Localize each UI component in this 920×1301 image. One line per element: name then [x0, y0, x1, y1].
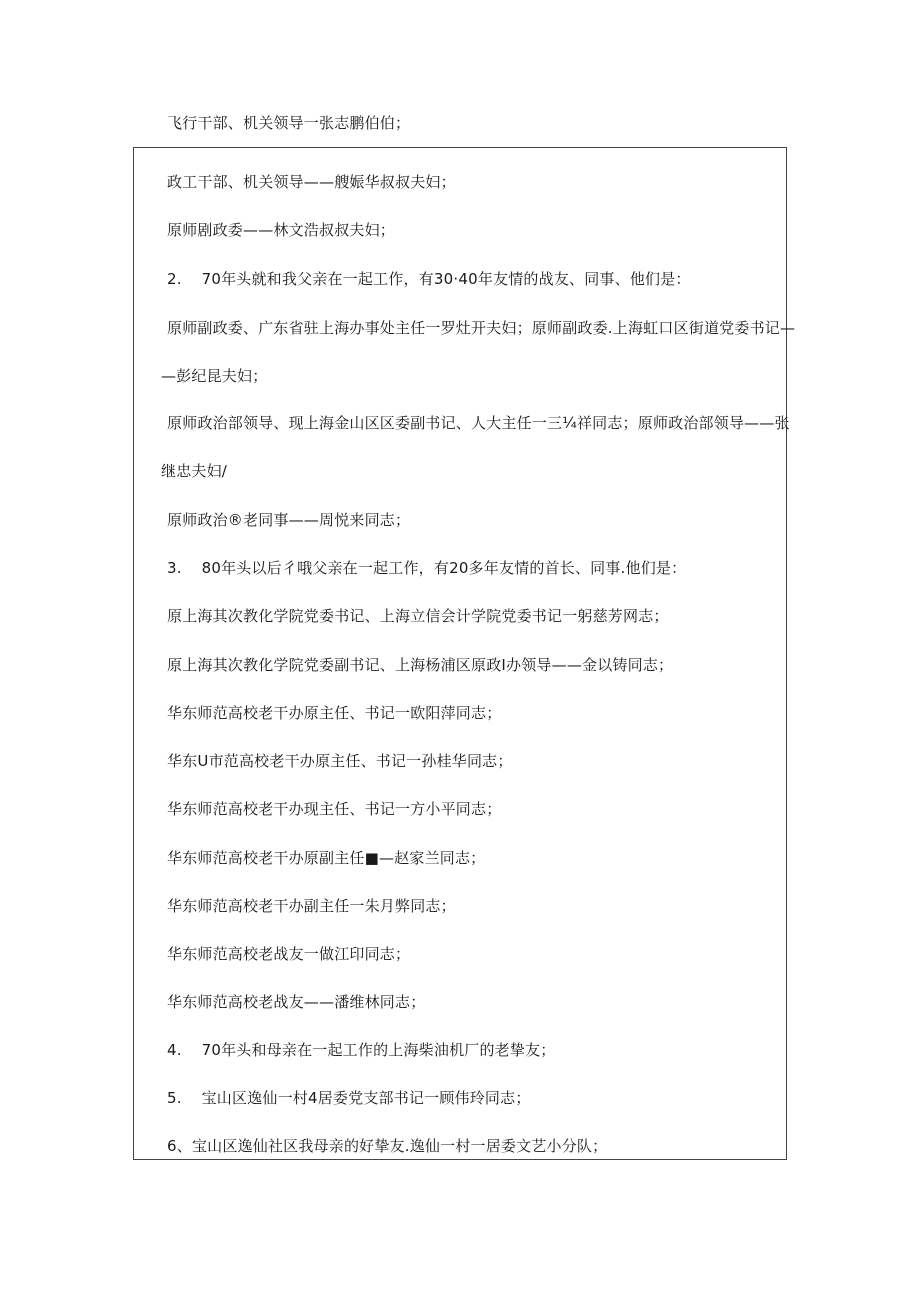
text-line: 政工干部、机关领导——艘娠华叔叔夫妇； [167, 173, 456, 191]
list-item: 6、宝山区逸仙社区我母亲的好挚友.逸仙一村一居委文艺小分队； [167, 1137, 608, 1155]
text-line: 华东师范高校老战友——潘维林同志； [167, 993, 426, 1011]
text-line: 华东师范高校老战友一做江印同志； [167, 945, 411, 963]
text-line: 华东师范高校老干办副主任一朱月弊同志； [167, 897, 456, 915]
text-line: 原师副政委、广东省驻上海办事处主任一罗灶开夫妇；原师副政委.上海虹口区街道党委书记— [167, 319, 796, 337]
list-item: 5. 宝山区逸仙一村4居委党支部书记一顾伟玲同志； [167, 1089, 531, 1107]
list-item: 3. 80年头以后彳哦父亲在一起工作，有20多年友情的首长、同事.他们是： [167, 559, 687, 577]
text-line: 原师剧政委——林文浩叔叔夫妇； [167, 221, 396, 239]
text-line: 原师政治®老同事——周悦来同志； [167, 511, 411, 529]
text-line: 飞行干部、机关领导一张志鹏伯伯； [167, 114, 411, 132]
list-item: 2. 70年头就和我父亲在一起工作，有30·40年友情的战友、同事、他们是： [167, 270, 691, 288]
text-line: 华东师范高校老干办原主任、书记一欧阳萍同志； [167, 704, 502, 722]
text-line: 原上海其次教化学院党委副书记、上海杨浦区原政I办领导——金以铸同志； [167, 656, 674, 674]
text-line: 继忠夫妇∕ [161, 462, 228, 480]
text-line: 原师政治部领导、现上海金山区区委副书记、人大主任一三¼祥同志；原师政治部领导——张 [167, 414, 790, 432]
text-line: 原上海其次教化学院党委书记、上海立信会计学院党委书记一躬慈芳网志； [167, 607, 669, 625]
text-line: 华东师范高校老干办现主任、书记一方小平同志； [167, 800, 502, 818]
text-line: 华东师范高校老干办原副主任■—赵家兰同志； [167, 849, 486, 867]
text-line: 华东U市范高校老干办原主任、书记一孙桂华同志； [167, 752, 513, 770]
text-line: —彭纪昆夫妇； [161, 367, 268, 385]
list-item: 4. 70年头和母亲在一起工作的上海柴油机厂的老挚友； [167, 1041, 556, 1059]
